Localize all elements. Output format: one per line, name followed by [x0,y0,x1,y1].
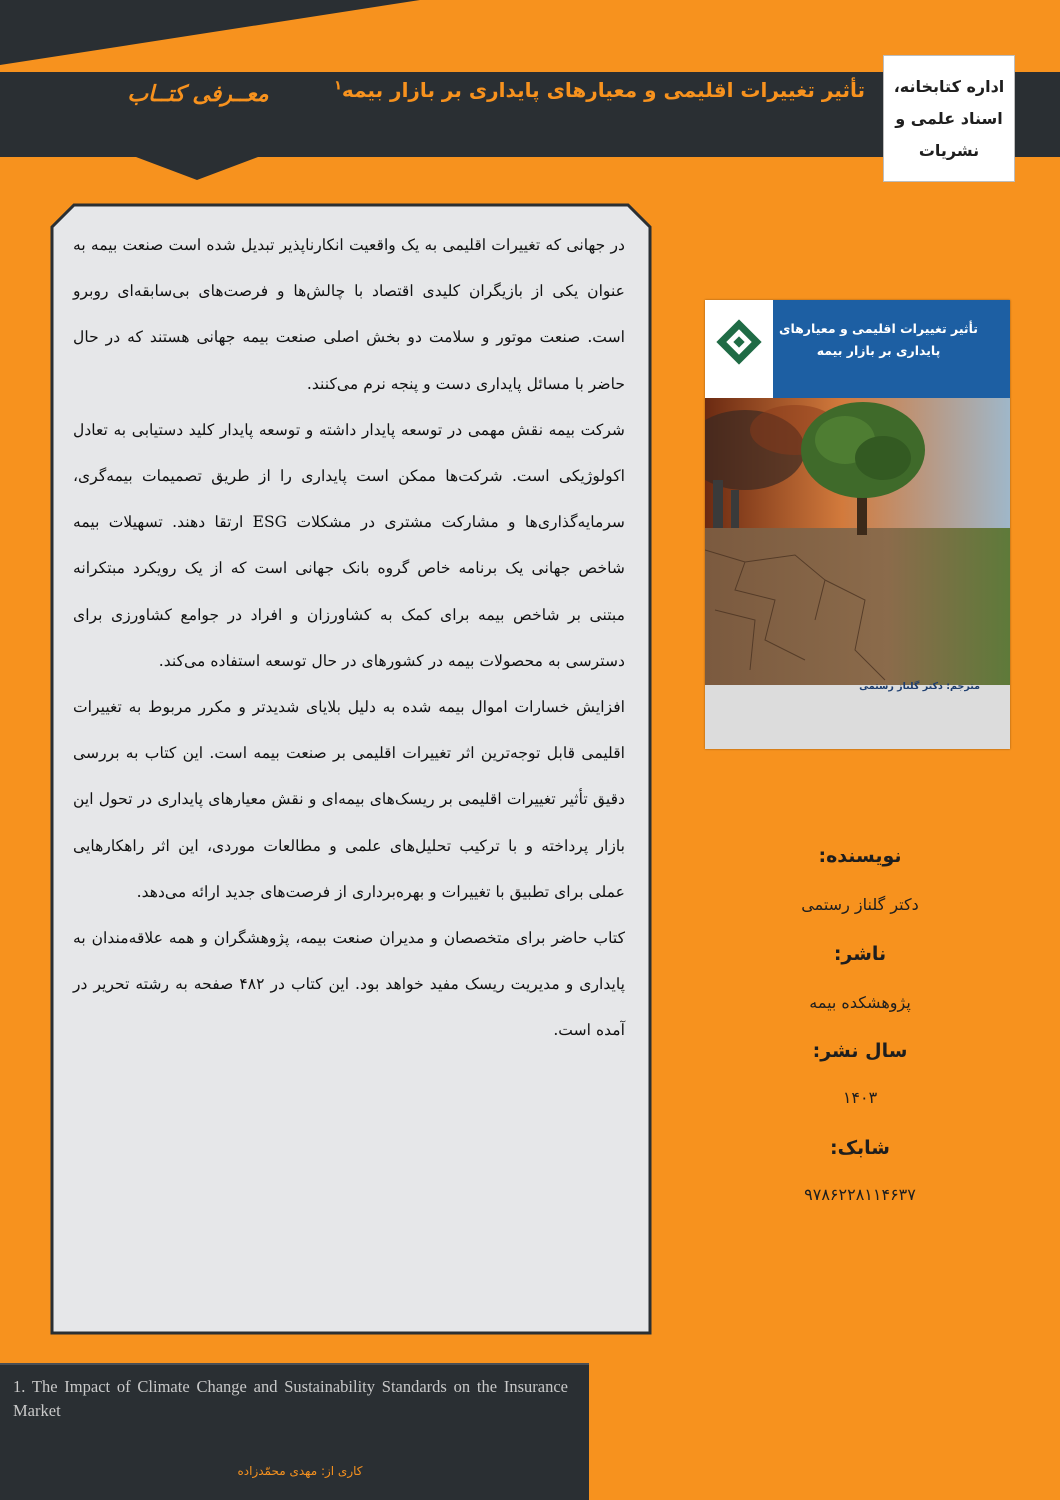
cover-title [771,318,986,362]
department-line: اسناد علمی و [895,108,1003,128]
description-paragraph: در جهانی که تغییرات اقلیمی به یک واقعیت انکارناپذیر تبدیل شده است صنعت بیمه به عنوان یکی از بازیگران کلیدی اقتصاد با چالش‌ها و فرصت‌های بی‌سابقه‌ای روبرو است. صنعت موتور و سلامت دو بخش اصلی صنعت بیمه جهانی هستند که در حال حاضر با مسائل پایداری دست و پنجه نرم می‌کنند. [73,236,625,393]
description-paragraph: افزایش خسارات اموال بیمه شده به دلیل بلایای شدیدتر و مکرر مربوط به تغییرات اقلیمی قابل توجه‌ترین اثر تغییرات اقلیمی بر صنعت بیمه است. این کتاب به بررسی دقیق تأثیر تغییرات اقلیمی بر ریسک‌های بیمه‌ای و نقش معیارهای پایداری در تحول این بازار پرداخته و با ترکیب تحلیل‌های علمی و مطالعات موردی، این اثر راهکارهایی عملی برای تطبیق با تغییرات و بهره‌برداری از فرصت‌های جدید ارائه می‌دهد. [73,698,625,901]
year-value: ۱۴۰۳ [842,1088,878,1107]
cover-title-line: تأثیر تغییرات اقلیمی و معیارهای [778,321,979,336]
cover-title-line: پایداری بر بازار بیمه [816,343,941,358]
isbn-label: شابک: [829,1137,890,1159]
author-value: دکتر گلناز رستمی [801,895,919,914]
book-description [73,222,625,1054]
department-box [883,55,1015,182]
description-paragraph: شرکت بیمه نقش مهمی در توسعه پایدار داشته و توسعه پایدار کلید دستیابی به تعادل اکولوژیکی است. شرکت‌ها ممکن است پایداری را از طریق تصمیمات بیمه‌گری، سرمایه‌گذاری‌ها و مشارکت مشتری در مشکلات ESG ارتقا دهند. تسهیلات بیمه شاخص جهانی یک برنامه خاص گروه بانک جهانی است که از یک رویکرد مبتکرانه مبتنی بر شاخص بیمه برای کمک به کشاورزان و افراد در جوامع کشاورزی برای دسترسی به محصولات بیمه در کشورهای در حال توسعه استفاده می‌کند. [73,420,625,670]
book-cover-image [705,300,1010,749]
author-label: نویسنده: [818,845,902,867]
footnote-text: 1. The Impact of Climate Change and Sustainability Standards on the Insurance Market [13,1377,568,1420]
page-title: تأثیر تغییرات اقلیمی و معیارهای پایداری بر بازار بیمه$^۱$ [333,78,865,102]
credit-text: کاری از: مهدی محمّدزاده [237,1464,363,1478]
section-label: معــرفی کتــاب [127,82,269,107]
publisher-value: پژوهشکده بیمه [809,993,911,1012]
header-top-dark-triangle [0,0,420,65]
isbn-value: ۹۷۸۶۲۲۸۱۱۴۶۳۷ [804,1185,916,1204]
year-label: سال نشر: [812,1040,908,1062]
cover-translator: مترجم: دکتر گلناز رستمی [859,681,980,692]
publisher-label: ناشر: [833,943,887,965]
department-line: نشریات [918,140,980,160]
description-paragraph: کتاب حاضر برای متخصصان و مدیران صنعت بیمه، پژوهشگران و همه علاقه‌مندان به پایداری و مدیریت ریسک مفید خواهد بود. این کتاب در ۴۸۲ صفحه به رشته تحریر در آمده است. [73,929,625,1040]
department-line: اداره کتابخانه، [893,76,1005,96]
title-footnote-mark: ۱ [333,78,342,94]
